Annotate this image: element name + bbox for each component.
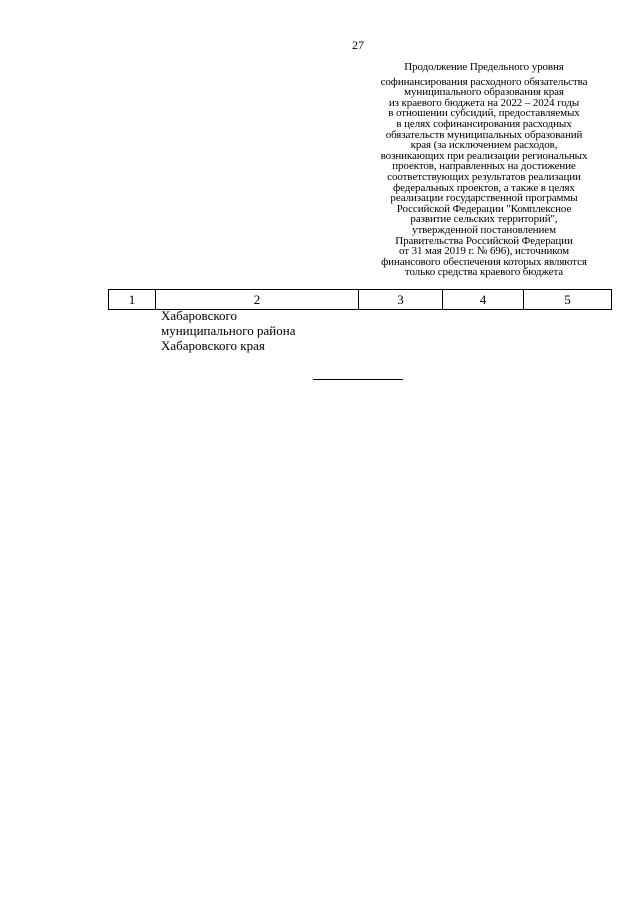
caption-line: развитие сельских территорий", (410, 213, 558, 226)
caption-line: возникающих при реализации региональных (380, 149, 588, 162)
caption-line: только средства краевого бюджета (404, 266, 564, 279)
column-number-2: 2 (156, 290, 359, 310)
caption-line: в отношении субсидий, предоставляемых (388, 107, 580, 120)
caption-line: края (за исключением расходов, (410, 139, 558, 152)
municipality-line: Хабаровского края (161, 338, 265, 353)
caption-line: от 31 мая 2019 г. № 696), источником (398, 245, 570, 258)
caption-line: соответствующих результатов реализации (387, 170, 581, 183)
column-number-3: 3 (359, 290, 443, 310)
caption-title: Продолжение Предельного уровня (404, 61, 564, 73)
caption-line: из краевого бюджета на 2022 – 2024 годы (388, 96, 580, 109)
end-separator-line (313, 379, 403, 380)
caption-line: Российской Федерации "Комплексное (396, 202, 572, 215)
caption-line: проектов, направленных на достижение (392, 160, 576, 173)
page-number: 27 (352, 38, 364, 52)
municipality-name (161, 308, 295, 353)
municipality-line: Хабаровского (161, 308, 238, 323)
caption-block (348, 62, 620, 278)
caption-line: утвержденной постановлением (412, 223, 556, 236)
caption-line: в целях софинансирования расходных (396, 117, 572, 130)
caption-line: реализации государственной программы (390, 192, 578, 205)
caption-line: финансового обеспечения которых являются (381, 255, 587, 268)
column-number-4: 4 (443, 290, 524, 310)
municipality-line: муниципального района (161, 323, 296, 338)
caption-line: федеральных проектов, а также в целях (393, 181, 575, 194)
column-number-5: 5 (524, 290, 612, 310)
table-header-row (109, 290, 612, 310)
caption-line: обязательств муниципальных образований (385, 128, 583, 141)
caption-line: муниципального образования края (404, 86, 564, 99)
column-number-table (108, 289, 612, 310)
caption-line: софинансирования расходного обязательства (380, 75, 588, 88)
caption-line: Правительства Российской Федерации (395, 234, 573, 247)
column-number-1: 1 (109, 290, 156, 310)
